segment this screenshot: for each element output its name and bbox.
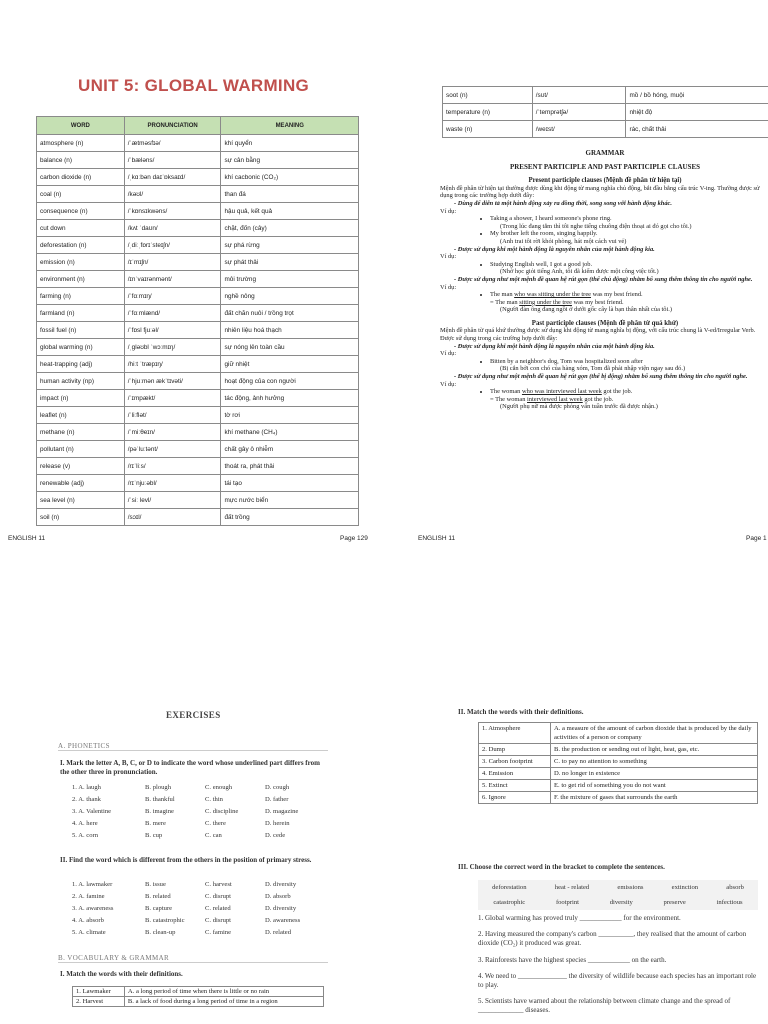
table-row [37, 458, 359, 475]
option-choice[interactable]: D. diversity [265, 881, 297, 888]
page-130 [412, 80, 768, 550]
word-bank-item: diversity [609, 899, 633, 906]
example-label: Ví dụ: [440, 350, 457, 358]
table-row [479, 792, 758, 804]
option-choice[interactable]: D. herein [265, 820, 290, 827]
table-row [37, 339, 359, 356]
word-bank-row [478, 895, 758, 910]
option-row [72, 929, 325, 941]
meaning-cell: mực nước biển [221, 492, 359, 509]
word-cell: release (v) [37, 458, 125, 475]
vocabulary-table-continued [442, 86, 768, 138]
option-row [72, 820, 325, 832]
footer-page-number: Page 129 [340, 535, 368, 542]
meaning-cell: sự phá rừng [221, 237, 359, 254]
option-choice[interactable]: C. disrupt [205, 917, 232, 924]
word-bank [478, 880, 758, 910]
option-row [72, 808, 325, 820]
list-item: • Studying English well, I got a good job. [490, 261, 768, 269]
example-label: Ví dụ: [440, 380, 457, 388]
pronunciation-cell: /ˈbæləns/ [124, 152, 221, 169]
pronunciation-cell: /kəʊl/ [124, 186, 221, 203]
word-cell: farmland (n) [37, 305, 125, 322]
option-choice[interactable]: C. disrupt [205, 893, 232, 900]
word-cell: pollutant (n) [37, 441, 125, 458]
word-cell: renewable (adj) [37, 475, 125, 492]
pronunciation-cell: /ˈfɒsl fjuːəl/ [124, 322, 221, 339]
option-choice[interactable]: C. discipline [205, 808, 239, 815]
option-row [72, 905, 325, 917]
word-cell: soot (n) [443, 87, 533, 104]
table-row [37, 322, 359, 339]
footer-left: ENGLISH 11 [418, 535, 456, 542]
option-row [72, 881, 325, 893]
word-cell: balance (n) [37, 152, 125, 169]
meaning-cell: giữ nhiệt [221, 356, 359, 373]
term-cell: 1. Atmosphere [479, 723, 551, 744]
term-cell: 5. Extinct [479, 780, 551, 792]
matching-table [478, 722, 758, 804]
example-label: Ví dụ: [440, 207, 457, 215]
option-choice[interactable]: B. cup [145, 832, 163, 839]
list-item: • Taking a shower, I heard someone's phone ring. [490, 215, 768, 223]
underlined-clause: who was interviewed last week [521, 388, 602, 396]
definition-cell: E. to get rid of something you do not want [551, 780, 758, 792]
option-choice[interactable]: D. cede [265, 832, 286, 839]
table-row [37, 237, 359, 254]
table-row [479, 780, 758, 792]
table-row [443, 87, 768, 104]
meaning-cell: đất trồng [221, 509, 359, 526]
word-cell: carbon dioxide (n) [37, 169, 125, 186]
word-cell: waste (n) [443, 121, 533, 138]
meaning-cell: sự cân bằng [221, 152, 359, 169]
example-label: Ví dụ: [440, 253, 457, 261]
word-cell: deforestation (n) [37, 237, 125, 254]
meaning-cell: đất chăn nuôi / trồng trọt [221, 305, 359, 322]
option-choice[interactable]: 1. A. lawmaker [72, 881, 113, 888]
table-row [37, 441, 359, 458]
table-row [37, 390, 359, 407]
exercise-sentence: 2. Having measured the company's carbon __________, they realised that the amount of carbon dioxide (CO₂) it produced was great. [478, 930, 747, 947]
exercises-title: EXERCISES [166, 710, 221, 720]
example-list [490, 291, 768, 299]
pronunciation-cell: /ˈfɑːmɪŋ/ [124, 288, 221, 305]
example-label: Ví dụ: [440, 283, 457, 291]
meaning-cell: nhiệt độ [626, 104, 768, 121]
option-choice[interactable]: C. there [205, 820, 226, 827]
table-row [37, 169, 359, 186]
word-cell: methane (n) [37, 424, 125, 441]
option-choice[interactable]: B. capture [145, 905, 173, 912]
term-cell: 6. Ignore [479, 792, 551, 804]
option-row [72, 784, 325, 796]
word-cell: global warming (n) [37, 339, 125, 356]
word-cell: soil (n) [37, 509, 125, 526]
list-item [490, 388, 768, 396]
word-cell: heat-trapping (adj) [37, 356, 125, 373]
word-bank-item: infectious [716, 899, 743, 906]
word-bank-item: preserve [663, 899, 686, 906]
rule-note: - Được sử dụng khi một hành động là nguyên nhân của một hành động kia. [454, 342, 655, 350]
meaning-cell: nghề nông [221, 288, 359, 305]
word-cell: human activity (np) [37, 373, 125, 390]
table-row [37, 475, 359, 492]
table-row [443, 104, 768, 121]
pronunciation-cell: /ɪnˈvaɪrənmənt/ [124, 271, 221, 288]
option-row [72, 796, 325, 808]
word-bank-item: catastrophic [493, 899, 526, 906]
word-cell: emission (n) [37, 254, 125, 271]
table-row [37, 356, 359, 373]
term-cell: 2. Dump [479, 744, 551, 756]
example-list [490, 230, 768, 238]
meaning-cell: nhiên liệu hoá thạch [221, 322, 359, 339]
option-choice[interactable]: D. father [265, 796, 289, 803]
definition-cell: B. the production or sending out of light, heat, gas, etc. [551, 744, 758, 756]
meaning-cell: rác, chất thải [626, 121, 768, 138]
option-choice[interactable]: 5. A. corn [72, 832, 99, 839]
example-list [490, 388, 768, 396]
example-list [490, 261, 768, 269]
example-text: got the job. [601, 388, 633, 396]
example-text: was my best friend. [591, 291, 643, 299]
pronunciation-cell: /ˈliːflət/ [124, 407, 221, 424]
pronunciation-cell: /ˌɡləʊbl ˈwɔːmɪŋ/ [124, 339, 221, 356]
word-cell: environment (n) [37, 271, 125, 288]
option-choice[interactable]: D. related [265, 929, 291, 936]
term-cell: 4. Emission [479, 768, 551, 780]
option-choice[interactable]: 2. A. thank [72, 796, 101, 803]
option-row [72, 917, 325, 929]
column-header-meaning: MEANING [221, 117, 359, 135]
word-cell: consequence (n) [37, 203, 125, 220]
underlined-clause: sitting under the tree [519, 298, 572, 306]
paragraph: Mệnh đề phân từ quá khứ thường được sử dụng khi động từ mang nghĩa bị động, với cấu trúc chung là V-ed/Irregular Verb. Được sử dụng trong các trường hợp dưới đây: [440, 327, 756, 343]
table-row [479, 768, 758, 780]
underlined-clause: who was sitting under the tree [514, 291, 591, 299]
column-header-pronunciation: PRONUNCIATION [124, 117, 221, 135]
table-row [37, 407, 359, 424]
option-choice[interactable]: D. magazine [265, 808, 299, 815]
word-bank-row [478, 880, 758, 895]
grammar-title: GRAMMAR [585, 149, 625, 157]
meaning-cell: sự nóng lên toàn cầu [221, 339, 359, 356]
meaning-cell: thoát ra, phát thải [221, 458, 359, 475]
footer-page-number: Page 1 [746, 535, 767, 542]
option-choice[interactable]: B. clean-up [145, 929, 176, 936]
instruction-choose-word: III. Choose the correct word in the bracket to complete the sentences. [458, 863, 665, 871]
definition-cell: C. to pay no attention to something [551, 756, 758, 768]
grammar-section [440, 150, 768, 411]
rewritten-example [490, 299, 768, 307]
option-choice[interactable]: D. awareness [265, 917, 301, 924]
meaning-cell: hoạt động của con người [221, 373, 359, 390]
option-choice[interactable]: 1. A. laugh [72, 784, 101, 791]
exercise-sentence: 5. Scientists have warned about the relationship between climate change and the spread of _____________ diseases. [478, 997, 731, 1014]
word-cell: atmosphere (n) [37, 135, 125, 152]
meaning-cell: mồ / bồ hóng, muội [626, 87, 768, 104]
example-text: got the job. [582, 395, 614, 403]
option-choice[interactable]: B. issue [145, 881, 166, 888]
term-cell: 2. Harvest [73, 997, 125, 1007]
translation: (Người đàn ông đang ngồi ở dưới gốc cây là bạn thân nhất của tôi.) [500, 306, 672, 314]
definition-cell: A. a long period of time when there is little or no rain [124, 987, 323, 997]
option-row [72, 832, 325, 844]
pronunciation-cell: /sʊt/ [532, 87, 626, 104]
meaning-cell: sự phát thải [221, 254, 359, 271]
option-choice[interactable]: B. mere [145, 820, 166, 827]
word-cell: coal (n) [37, 186, 125, 203]
section-heading-phonetics: A. PHONETICS [58, 742, 328, 751]
table-row [37, 424, 359, 441]
rule-note: - Được sử dụng như một mệnh đề quan hệ rút gọn (thể chủ động) nhằm bổ sung thêm thông tin cho người nghe. [454, 275, 753, 283]
pronunciation-cell: /ˈtemprətʃə/ [532, 104, 626, 121]
term-cell: 3. Carbon footprint [479, 756, 551, 768]
instruction-2: II. Find the word which is different from the others in the position of primary stress. [60, 856, 312, 864]
word-bank-item: footprint [555, 899, 580, 906]
options-grid-pronunciation [72, 784, 325, 844]
pronunciation-cell: /kʌt ˈdaʊn/ [124, 220, 221, 237]
table-row [37, 203, 359, 220]
example-text: = The woman [490, 395, 528, 403]
translation: (Trong lúc đang tắm thì tôi nghe tiếng chuông điện thoại ai đó gọi cho tôi.) [500, 222, 692, 230]
option-choice[interactable]: B. imagine [145, 808, 174, 815]
exercise-sentence: 1. Global warming has proved truly ____________ for the environment. [478, 914, 681, 922]
instruction-1: I. Mark the letter A, B, C, or D to indicate the word whose underlined part differs from the other three in pronunciation. [60, 759, 320, 776]
rule-note: - Được sử dụng khi một hành động là nguyên nhân của một hành động kia. [454, 245, 655, 253]
pronunciation-cell: /ˈkɒnsɪkwəns/ [124, 203, 221, 220]
example-text: The man [490, 291, 515, 299]
table-row [37, 373, 359, 390]
definition-cell: A. a measure of the amount of carbon dioxide that is produced by the daily activities of a person or company [551, 723, 758, 744]
word-bank-item: deforestation [492, 884, 527, 891]
table-row [37, 492, 359, 509]
word-bank-item: absorb [726, 884, 744, 891]
meaning-cell: tờ rơi [221, 407, 359, 424]
option-choice[interactable]: C. harvest [205, 881, 232, 888]
meaning-cell: tác động, ảnh hưởng [221, 390, 359, 407]
pronunciation-cell: /ˈmiːθeɪn/ [124, 424, 221, 441]
translation: (Người phụ nữ mà được phỏng vấn tuần trước đã được nhận.) [500, 403, 658, 411]
option-choice[interactable]: C. enough [205, 784, 233, 791]
word-cell: fossil fuel (n) [37, 322, 125, 339]
option-choice[interactable]: D. cough [265, 784, 290, 791]
exercise-sentence: 3. Rainforests have the highest species ____________ on the earth. [478, 956, 667, 964]
table-row [37, 152, 359, 169]
grammar-subtitle: PRESENT PARTICIPLE AND PAST PARTICIPLE CLAUSES [509, 162, 701, 171]
table-row [37, 271, 359, 288]
pronunciation-cell: /ˈætməsfɪə/ [124, 135, 221, 152]
example-text: The woman [490, 388, 522, 396]
list-item: • My brother left the room, singing happily. [490, 230, 768, 238]
table-row [73, 997, 324, 1007]
exercise-sentence: 4. We need to ______________ the diversity of wildlife because each species has an important role to play. [478, 972, 757, 989]
section-heading-vocabulary: B. VOCABULARY & GRAMMAR [58, 954, 328, 963]
meaning-cell: hậu quả, kết quả [221, 203, 359, 220]
column-header-word: WORD [37, 117, 125, 135]
list-item: • Bitten by a neighbor's dog, Tom was hospitalized soon after [490, 358, 768, 366]
table-row [37, 135, 359, 152]
rule-note: - Dùng để diễn tả một hành động xảy ra đồng thời, song song với hành động khác. [454, 199, 672, 207]
option-choice[interactable]: B. plough [145, 784, 172, 791]
footer-left: ENGLISH 11 [8, 535, 46, 542]
instruction-match: II. Match the words with their definitions. [458, 708, 584, 716]
word-bank-item: heat - related [554, 884, 590, 891]
pronunciation-cell: /ˈhjuːmən ækˈtɪvəti/ [124, 373, 221, 390]
instruction-3: I. Match the words with their definitions. [60, 970, 183, 978]
option-choice[interactable]: D. diversity [265, 905, 297, 912]
example-text: was my best friend. [571, 298, 624, 306]
word-bank-item: extinction [671, 884, 699, 891]
table-row [37, 288, 359, 305]
example-list [490, 215, 768, 223]
definition-cell: F. the mixture of gases that surrounds the earth [551, 792, 758, 804]
present-participle-heading: Present participle clauses (Mệnh đề phân từ hiện tại) [528, 177, 682, 185]
option-choice[interactable]: 4. A. absorb [72, 917, 104, 924]
page-129 [0, 60, 384, 550]
meaning-cell: tái tạo [221, 475, 359, 492]
rewritten-example [490, 396, 768, 404]
translation: (Anh trai tôi rời khỏi phòng, hát một cách vui vẻ) [500, 237, 627, 245]
definition-cell: D. no longer in existence [551, 768, 758, 780]
past-participle-heading: Past participle clauses (Mệnh đề phân từ quá khứ) [531, 319, 679, 327]
meaning-cell: khí cacbonic (CO₂) [221, 169, 359, 186]
pronunciation-cell: /ˌdiːˌfɒrɪˈsteɪʃn/ [124, 237, 221, 254]
table-row [479, 744, 758, 756]
option-choice[interactable]: B. thankful [145, 796, 175, 803]
table-header-row [37, 117, 359, 135]
table-row [37, 254, 359, 271]
underlined-clause: interviewed last week [527, 395, 583, 403]
table-row [73, 987, 324, 997]
word-cell: temperature (n) [443, 104, 533, 121]
pronunciation-cell: /hiːt ˈtræpɪŋ/ [124, 356, 221, 373]
option-row [72, 893, 325, 905]
word-bank-item: emissions [617, 884, 644, 891]
option-choice[interactable]: 2. A. famine [72, 893, 105, 900]
vocabulary-table [36, 116, 359, 526]
definition-cell: B. a lack of food during a long period of time in a region [124, 997, 323, 1007]
option-choice[interactable]: B. catastrophic [145, 917, 185, 924]
pronunciation-cell: /sɔɪl/ [124, 509, 221, 526]
pronunciation-cell: /ˌkɑːbən daɪˈɒksaɪd/ [124, 169, 221, 186]
option-choice[interactable]: 3. A. Valentine [72, 808, 112, 815]
table-row [37, 509, 359, 526]
pronunciation-cell: /ˈsiː levl/ [124, 492, 221, 509]
word-cell: leaflet (n) [37, 407, 125, 424]
meaning-cell: khí methane (CH₄) [221, 424, 359, 441]
options-grid-stress [72, 881, 325, 941]
pronunciation-cell: /ˈɪmpækt/ [124, 390, 221, 407]
pronunciation-cell: /ˈfɑːmlænd/ [124, 305, 221, 322]
translation: (Bị cắn bởi con chó của hàng xóm, Tom đã phải nhập viện ngay sau đó.) [500, 365, 686, 373]
word-cell: cut down [37, 220, 125, 237]
table-row [443, 121, 768, 138]
table-row [479, 756, 758, 768]
table-row [37, 220, 359, 237]
pronunciation-cell: /rɪˈliːs/ [124, 458, 221, 475]
meaning-cell: môi trường [221, 271, 359, 288]
meaning-cell: chất gây ô nhiễm [221, 441, 359, 458]
pronunciation-cell: /rɪˈnjuːəbl/ [124, 475, 221, 492]
example-text: = The man [490, 298, 520, 306]
meaning-cell: chặt, đốn (cây) [221, 220, 359, 237]
pronunciation-cell: /ɪˈmɪʃn/ [124, 254, 221, 271]
table-row [479, 723, 758, 744]
meaning-cell: than đá [221, 186, 359, 203]
meaning-cell: khí quyển [221, 135, 359, 152]
option-choice[interactable]: 3. A. awareness [72, 905, 114, 912]
option-choice[interactable]: B. related [145, 893, 171, 900]
table-row [37, 186, 359, 203]
rule-note: - Được sử dụng như một mệnh đề quan hệ rút gọn (thể bị động) nhằm bổ sung thêm thông tin cho người nghe. [454, 373, 748, 381]
unit-title: UNIT 5: GLOBAL WARMING [78, 76, 310, 95]
example-list [490, 358, 768, 366]
translation: (Nhờ học giỏi tiếng Anh, tôi đã kiếm được một công việc tốt.) [500, 268, 659, 276]
option-choice[interactable]: D. absorb [265, 893, 291, 900]
table-row [37, 305, 359, 322]
word-cell: impact (n) [37, 390, 125, 407]
list-item [490, 291, 768, 299]
option-choice[interactable]: C. thin [205, 796, 223, 803]
term-cell: 1. Lawmaker [73, 987, 125, 997]
option-choice[interactable]: C. can [205, 832, 222, 839]
option-choice[interactable]: C. famine [205, 929, 232, 936]
pronunciation-cell: /pəˈluːtənt/ [124, 441, 221, 458]
page-131 [0, 700, 384, 1024]
page-132 [440, 700, 768, 1024]
pronunciation-cell: /weɪst/ [532, 121, 626, 138]
word-cell: farming (n) [37, 288, 125, 305]
word-cell: sea level (n) [37, 492, 125, 509]
option-choice[interactable]: 5. A. climate [72, 929, 106, 936]
matching-table [72, 986, 324, 1007]
paragraph: Mệnh đề phân từ hiện tại thường được dùng khi động từ mang nghĩa chủ động, bắt đầu bằng cấu trúc V-ing. Thường được sử dụng trong các trường hợp dưới đây: [440, 184, 760, 200]
option-choice[interactable]: 4. A. here [72, 820, 98, 827]
option-choice[interactable]: C. related [205, 905, 231, 912]
